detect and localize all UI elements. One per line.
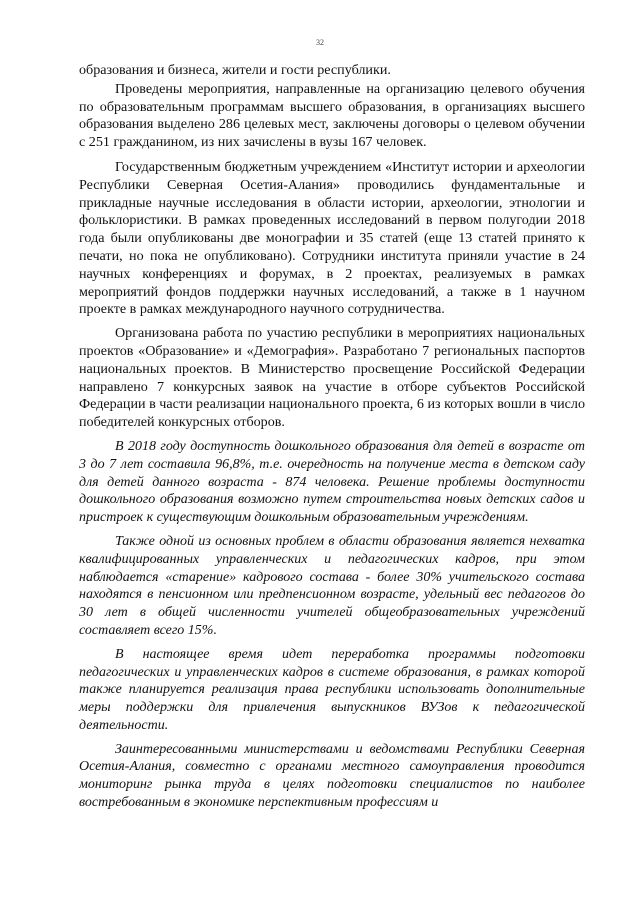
page-number: 32 — [316, 38, 324, 47]
paragraph-training-program: В настоящее время идет переработка программы подготовки педагогических и управленческих кадров в системе образования, в рамках которой также планируется реализация права республики использовать дополнительные меры поддержки для привлечения выпускников ВУЗов к педагогической деятельности. — [79, 646, 585, 733]
paragraph-staff-shortage: Также одной из основных проблем в области образования является нехватка квалифицированных управленческих и педагогических кадров, при этом наблюдается «старение» кадрового состава - более 30% учительского состава находятся в пенсионном или предпенсионном возрасте, удельный вес педагогов до 30 лет в общей численности учителей общеобразовательных учреждений составляет всего 15%. — [79, 533, 585, 638]
paragraph-national-projects: Организована работа по участию республики в мероприятиях национальных проектов «Образование» и «Демография». Разработано 7 региональных паспортов национальных проектов. В Министерство просвещение Российской Федерации направлено 7 конкурсных заявок на участие в отборе субъектов Российской Федерации в части реализации национального проекта, 6 из которых вошли в число победителей конкурсных отборов. — [79, 325, 585, 431]
paragraph-targeted-education: Проведены мероприятия, направленные на организацию целевого обучения по образовательным программам высшего образования, в организациях высшего образования выделено 286 целевых мест, заключены договоры о целевом обучении с 251 гражданином, из них зачислены в вузы 167 человек. — [79, 80, 585, 151]
paragraph-preschool-availability: В 2018 году доступность дошкольного образования для детей в возрасте от 3 до 7 лет составила 96,8%, т.е. очередность на получение места в детском саду для детей данного возраста - 874 человека. Решение проблемы доступности дошкольного образования возможно путем строительства новых детских садов и пристроек к существующим дошкольным образовательным учреждениям. — [79, 438, 585, 526]
paragraph-history-institute: Государственным бюджетным учреждением «Институт истории и археологии Республики Северная Осетия-Алания» проводились фундаментальные и прикладные научные исследования в области истории, археологии, этнологии и фольклористики. В рамках проведенных исследований в первом полугодии 2018 года были опубликованы две монографии и 35 статей (еще 13 статей принято к печати, но пока не опубликовано). Сотрудники института приняли участие в 24 научных конференциях и форумах, в 2 проектах, реализуемых в рамках мероприятий фондов поддержки научных исследований, а также в 1 научном проекте в рамках международного научного сотрудничества. — [79, 158, 585, 318]
document-body — [79, 62, 585, 812]
paragraph-labor-market: Заинтересованными министерствами и ведомствами Республики Северная Осетия-Алания, совместно с органами местного самоуправления проводится мониторинг рынка труда в целях подготовки специалистов по наиболее востребованным в экономике перспективным профессиям и — [79, 741, 585, 811]
paragraph-continuation: образования и бизнеса, жители и гости республики. — [79, 62, 391, 78]
